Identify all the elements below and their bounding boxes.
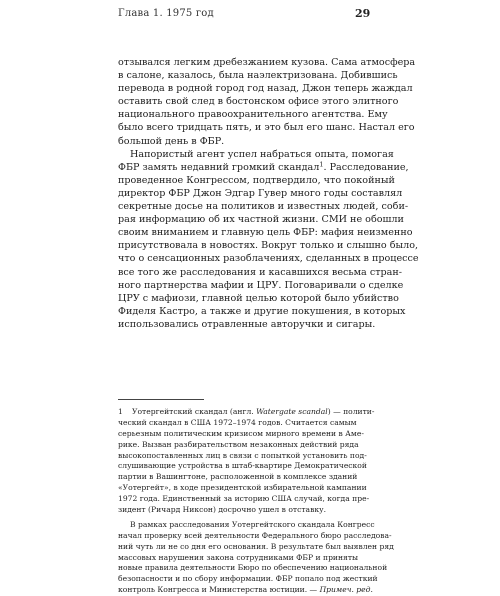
text-line: Напористый агент успел набраться опыта, помогая [130,148,394,160]
text-line: было всего тридцать пять, и это был его шанс. Настал его [118,122,415,134]
text-line: национального правоохранительного агентства. Ему [118,109,388,121]
footnote-line [118,407,375,418]
footnote-line: «Уотергейт», в ходе президентской избирательной кампании [118,483,367,493]
text-segment: ФБР замять недавний громкий скандал [118,161,320,173]
footnote-divider [118,399,204,400]
footnote-line: начал проверку всей деятельности Федерального бюро расследова- [118,530,392,540]
text-line: проведенное Конгрессом, подтвердило, что покойный [118,174,395,186]
footnote-line: слушивающие устройства в штаб-квартире Демократической [118,461,367,471]
text-line: ЦРУ с мафиози, главной целью которой было убийство [118,292,399,304]
text-line-with-footnote [118,160,409,174]
footnote-line: ний чуть ли не со дня его основания. В результате был выявлен ряд [118,541,394,551]
footnote-line: безопасности и по сбору информации. ФБР попало под жесткий [118,574,378,584]
page-number: 29 [355,7,371,20]
text-line: директор ФБР Джон Эдгар Гувер много годы составлял [118,187,403,199]
text-line: большой день в ФБР. [118,135,225,147]
text-line: ного партнерства мафии и ЦРУ. Поговаривали о сделке [118,279,404,291]
footnote-line [118,585,373,596]
text-segment: контроль Конгресса и Министерства юстиции. — [118,585,320,595]
footnote-line: высокопоставленных лиц в связи с попыткой установить под- [118,450,367,460]
text-line: отзывался легким дребезжанием кузова. Сама атмосфера [118,57,416,68]
text-segment: Уотергейтский скандал (англ. [132,407,257,416]
main-text [118,56,419,331]
footnotes [118,407,394,596]
footnote-line: партии в Вашингтоне, расположенной в комплексе зданий [118,472,358,482]
editor-note: Примеч. ред. [319,585,373,595]
text-line: оставить свой след в бостонском офисе этого элитного [118,96,399,108]
text-segment: ) — полити- [327,407,375,416]
paragraph-2 [118,148,419,331]
footnote-line: рике. Вызван разбирательством незаконных действий ряда [118,439,359,449]
footnote-line: новые правила деятельности Бюро по обеспечению национальной [118,563,388,573]
footnote-line: ческий скандал в США 1972–1974 годов. Считается самым [118,417,357,427]
text-segment-italic: Watergate scandal [256,407,328,416]
text-segment: . Расследование, [323,161,409,173]
text-line: присутствовала в новостях. Вокруг только и слышно было, [118,240,419,252]
footnote-line: зидент (Ричард Никсон) досрочно ушел в отставку. [118,505,326,515]
text-line: использовались отравленные авторучки и сигары. [118,318,376,330]
text-line: все того же расследования и касавшихся весьма стран- [118,266,402,278]
text-line: Фиделя Кастро, а также и другие покушения, в которых [118,305,406,317]
footnote-2 [118,519,394,596]
text-line: своим вниманием и главную цель ФБР: мафия неизменно [118,227,413,239]
text-line: перевода в родной город год назад, Джон теперь жаждал [118,83,413,95]
text-line: секретные досье на политиков и известных людей, соби- [118,201,409,213]
footnote-line: 1972 года. Единственный за историю США случай, когда пре- [118,494,370,504]
paragraph-1 [118,56,416,148]
running-head: Глава 1. 1975 год [118,8,214,19]
text-line: рая информацию об их частной жизни. СМИ не обошли [118,214,404,226]
footnote-marker[interactable]: 1 [319,160,324,169]
footnote-line: В рамках расследования Уотергейтского скандала Конгресс [130,519,375,529]
footnote-line: массовых нарушения закона сотрудниками ФБР и приняты [118,552,359,562]
text-line: что о сенсационных разоблачениях, сделанных в процессе [118,253,419,265]
text-line: в салоне, казалось, была наэлектризована. Добившись [118,70,398,82]
footnote-number: 1 [118,407,123,416]
footnote-line: серьезным политическим кризисом мирного времени в Аме- [118,428,364,438]
